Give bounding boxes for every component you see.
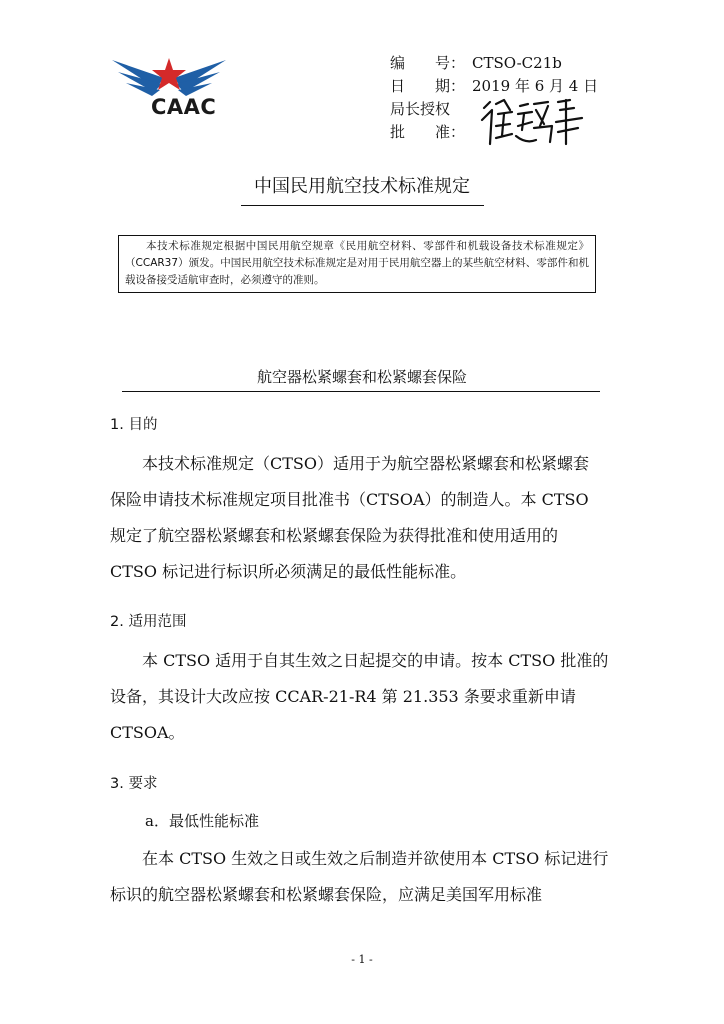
section-1-heading: 1. 目的 [110, 417, 158, 433]
meta-value: 2019 年 6 月 4 日 [472, 77, 599, 95]
section-1-body [110, 446, 614, 590]
subsection-a-label: a．最低性能标准 [145, 812, 259, 830]
notice-box: 本技术标准规定根据中国民用航空规章《民用航空材料、零部件和机载设备技术标准规定》（CCAR37）颁发。中国民用航空技术标准规定是对用于民用航空器上的某些航空材料、零部件和机载设备接受适航审查时，必须遵守的准则。 [118, 235, 596, 293]
text-line: 标识的航空器松紧螺套和松紧螺套保险，应满足美国军用标准 [110, 885, 543, 904]
text-line: CTSOA。 [110, 723, 185, 742]
text-line: 规定了航空器松紧螺套和松紧螺套保险为获得批准和使用适用的 [110, 526, 559, 545]
subject-underline [122, 391, 600, 392]
meta-number [390, 52, 598, 75]
text-line: 设备，其设计大改应按 CCAR-21-R4 第 21.353 条要求重新申请 [110, 687, 576, 706]
text-line: 本技术标准规定（CTSO）适用于为航空器松紧螺套和松紧螺套 [142, 454, 589, 473]
meta-label: 编 号： [390, 54, 466, 72]
section-2-body [110, 643, 614, 751]
section-3-body [110, 841, 614, 913]
section-3-heading: 3. 要求 [110, 776, 158, 792]
meta-value: CTSO-C21b [472, 54, 562, 72]
document-title: 中国民用航空技术标准规定 [254, 176, 470, 197]
text-line: 保险申请技术标准规定项目批准书（CTSOA）的制造人。本 CTSO [110, 490, 589, 509]
page-number: - 1 - [351, 953, 373, 966]
meta-label: 局长授权 [390, 100, 451, 118]
logo-text: CAAC [151, 95, 217, 119]
meta-date [390, 75, 598, 98]
text-line: CTSO 标记进行标识所必须满足的最低性能标准。 [110, 562, 467, 581]
title-underline [241, 205, 484, 206]
text-line: 本 CTSO 适用于自其生效之日起提交的申请。按本 CTSO 批准的 [142, 651, 609, 670]
signature [478, 96, 588, 150]
section-2-heading: 2. 适用范围 [110, 614, 187, 630]
subject-title: 航空器松紧螺套和松紧螺套保险 [256, 368, 467, 386]
meta-label: 批 准： [390, 123, 466, 141]
text-line: 在本 CTSO 生效之日或生效之后制造并欲使用本 CTSO 标记进行 [142, 849, 609, 868]
meta-label: 日 期： [390, 77, 466, 95]
